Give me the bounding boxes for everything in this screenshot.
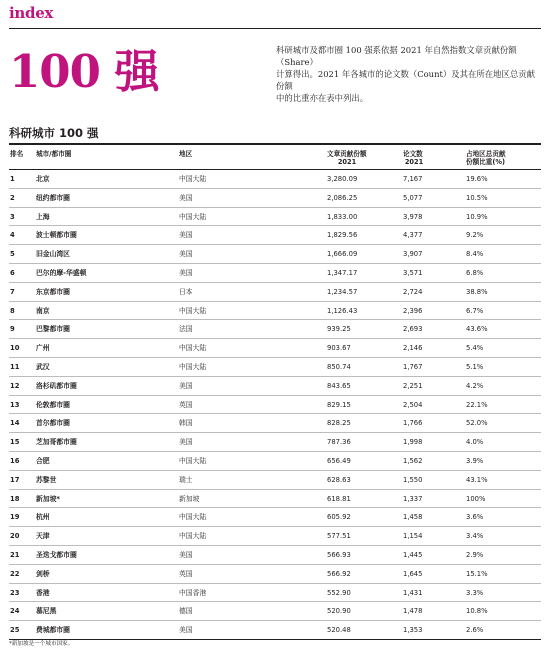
table-row (9, 302, 541, 321)
cell-pct: 4.2% (466, 381, 484, 390)
table-row (9, 527, 541, 546)
cell-count: 7,167 (403, 175, 423, 183)
cell-pct: 10.9% (466, 212, 488, 221)
cell-rank: 21 (10, 550, 20, 559)
header-rank: 排名 (10, 150, 24, 158)
cell-share: 850.74 (327, 362, 351, 371)
table-row (9, 396, 541, 415)
cell-share: 520.48 (327, 626, 351, 635)
cell-share: 2,086.25 (327, 193, 358, 202)
cell-share: 903.67 (327, 344, 351, 353)
cell-region: 美国 (179, 438, 193, 447)
table-row (9, 226, 541, 245)
cell-count: 1,431 (403, 588, 423, 597)
cell-count: 3,571 (403, 268, 423, 277)
cell-rank: 15 (10, 438, 20, 447)
table-row (9, 339, 541, 358)
cell-pct: 5.4% (466, 344, 484, 353)
cell-share: 520.90 (327, 607, 351, 616)
page-title: 100 强 (9, 45, 159, 98)
cell-count: 1,550 (403, 475, 423, 484)
cell-region: 法国 (179, 325, 193, 334)
table-row (9, 452, 541, 471)
cell-pct: 6.8% (466, 268, 484, 277)
cell-share: 566.92 (327, 569, 351, 578)
cell-count: 2,396 (403, 306, 423, 315)
cell-city: 费城都市圈 (36, 626, 70, 635)
cell-share: 828.25 (327, 419, 351, 428)
cell-pct: 3.4% (466, 532, 484, 541)
cell-count: 1,478 (403, 607, 423, 616)
cell-rank: 1 (10, 175, 15, 183)
intro-line: 中的比重亦在表中列出。 (276, 93, 369, 103)
cell-rank: 3 (10, 212, 15, 221)
cell-region: 日本 (179, 287, 193, 296)
table-row (9, 621, 541, 640)
cell-rank: 7 (10, 287, 15, 296)
cell-rank: 9 (10, 325, 15, 334)
cell-share: 656.49 (327, 456, 351, 465)
cell-share: 1,234.57 (327, 287, 358, 296)
cell-share: 566.93 (327, 550, 351, 559)
cell-count: 4,377 (403, 231, 423, 240)
cell-share: 577.51 (327, 532, 351, 541)
cell-rank: 6 (10, 268, 15, 277)
table-header (9, 147, 541, 170)
cell-share: 1,829.56 (327, 231, 358, 240)
cell-city: 慕尼黑 (36, 607, 57, 616)
cell-rank: 19 (10, 513, 20, 522)
cell-count: 2,724 (403, 287, 423, 296)
cell-count: 1,767 (403, 362, 423, 371)
cell-count: 3,907 (403, 250, 423, 259)
cell-city: 芝加哥都市圈 (36, 438, 77, 447)
intro-line: 计算得出。2021 年各城市的论文数（Count）及其在所在地区总贡献份额 (276, 69, 535, 91)
header-share-year: 2021 (337, 158, 357, 166)
header-count-year: 2021 (404, 158, 424, 166)
cell-count: 1,154 (403, 532, 423, 541)
table-row (9, 170, 541, 189)
cell-count: 1,353 (403, 626, 423, 635)
cell-share: 605.92 (327, 513, 351, 522)
cell-region: 中国大陆 (179, 344, 207, 353)
cell-count: 2,693 (403, 325, 423, 334)
cell-share: 552.90 (327, 588, 351, 597)
cell-city: 波士顿都市圈 (36, 231, 77, 240)
section-title: 科研城市 100 强 (9, 126, 99, 140)
cell-city: 纽约都市圈 (36, 193, 70, 202)
header-share (327, 150, 367, 166)
cell-rank: 11 (10, 362, 20, 371)
cell-count: 1,766 (403, 419, 423, 428)
cell-city: 杭州 (36, 513, 50, 522)
cell-share: 3,280.09 (327, 175, 358, 183)
cell-rank: 25 (10, 626, 20, 635)
cell-pct: 8.4% (466, 250, 484, 259)
section-rule (9, 143, 541, 145)
cell-region: 美国 (179, 193, 193, 202)
cell-pct: 10.5% (466, 193, 488, 202)
cell-region: 中国大陆 (179, 532, 207, 541)
header-pct-line2: 份额比重(%) (466, 158, 506, 166)
cell-region: 中国大陆 (179, 175, 207, 183)
cell-pct: 4.0% (466, 438, 484, 447)
cell-pct: 2.9% (466, 550, 484, 559)
cell-count: 1,337 (403, 494, 423, 503)
cell-rank: 12 (10, 381, 20, 390)
cell-city: 新加坡* (36, 494, 60, 503)
cell-count: 1,562 (403, 456, 423, 465)
cell-count: 2,504 (403, 400, 423, 409)
table-row (9, 283, 541, 302)
cell-count: 2,146 (403, 344, 423, 353)
cell-count: 1,998 (403, 438, 423, 447)
cell-pct: 19.6% (466, 175, 488, 183)
header-rule (9, 28, 541, 29)
cell-rank: 22 (10, 569, 20, 578)
table-row (9, 264, 541, 283)
cell-pct: 52.0% (466, 419, 488, 428)
table-row (9, 584, 541, 603)
cell-count: 1,458 (403, 513, 423, 522)
header-region: 地区 (179, 150, 193, 158)
header-pct (466, 150, 506, 166)
cell-pct: 3.6% (466, 513, 484, 522)
cell-city: 北京 (36, 175, 50, 183)
cell-count: 2,251 (403, 381, 423, 390)
cell-pct: 22.1% (466, 400, 488, 409)
cell-region: 德国 (179, 607, 193, 616)
cell-rank: 2 (10, 193, 15, 202)
cell-city: 巴黎都市圈 (36, 325, 70, 334)
table-row (9, 208, 541, 227)
table-row (9, 508, 541, 527)
cell-region: 中国大陆 (179, 306, 207, 315)
cell-share: 829.15 (327, 400, 351, 409)
cell-share: 787.36 (327, 438, 351, 447)
cell-city: 武汉 (36, 362, 50, 371)
cell-share: 843.65 (327, 381, 351, 390)
cell-rank: 23 (10, 588, 20, 597)
intro-line: 科研城市及都市圈 100 强系依据 2021 年自然指数文章贡献份额（Share） (276, 45, 517, 67)
cell-city: 天津 (36, 532, 50, 541)
cell-rank: 16 (10, 456, 20, 465)
table-row (9, 602, 541, 621)
table-row (9, 320, 541, 339)
cell-region: 中国大陆 (179, 456, 207, 465)
cell-pct: 2.6% (466, 626, 484, 635)
cell-region: 瑞士 (179, 475, 193, 484)
cell-pct: 9.2% (466, 231, 484, 240)
cell-pct: 10.8% (466, 607, 488, 616)
cell-pct: 6.7% (466, 306, 484, 315)
cell-pct: 15.1% (466, 569, 488, 578)
cell-rank: 8 (10, 306, 15, 315)
cell-region: 美国 (179, 381, 193, 390)
cell-share: 618.81 (327, 494, 351, 503)
cell-pct: 38.8% (466, 287, 488, 296)
cell-count: 1,645 (403, 569, 423, 578)
cell-city: 剑桥 (36, 569, 50, 578)
cell-share: 1,347.17 (327, 268, 358, 277)
cell-count: 1,445 (403, 550, 423, 559)
cell-city: 广州 (36, 344, 50, 353)
cell-pct: 3.9% (466, 456, 484, 465)
table-row (9, 565, 541, 584)
cell-pct: 43.1% (466, 475, 488, 484)
table-row (9, 189, 541, 208)
cell-city: 旧金山湾区 (36, 250, 70, 259)
cell-pct: 5.1% (466, 362, 484, 371)
header-city: 城市/都市圈 (36, 150, 72, 158)
cell-city: 洛杉矶都市圈 (36, 381, 77, 390)
cell-region: 中国大陆 (179, 212, 207, 221)
cell-count: 5,077 (403, 193, 423, 202)
cell-city: 巴尔的摩-华盛顿 (36, 268, 87, 277)
cell-city: 圣迭戈都市圈 (36, 550, 77, 559)
cell-rank: 24 (10, 607, 20, 616)
cell-region: 中国香港 (179, 588, 207, 597)
table-row (9, 546, 541, 565)
cell-region: 中国大陆 (179, 513, 207, 522)
cell-rank: 10 (10, 344, 20, 353)
cell-share: 1,833.00 (327, 212, 358, 221)
cell-city: 上海 (36, 212, 50, 221)
cell-region: 美国 (179, 550, 193, 559)
cell-region: 美国 (179, 250, 193, 259)
cell-region: 韩国 (179, 419, 193, 428)
cell-region: 美国 (179, 268, 193, 277)
table-row (9, 245, 541, 264)
cell-pct: 100% (466, 494, 486, 503)
footnote: *新加坡是一个城市国家。 (9, 641, 74, 647)
cell-rank: 20 (10, 532, 20, 541)
cell-region: 英国 (179, 400, 193, 409)
intro-paragraph (276, 44, 542, 104)
cell-pct: 3.3% (466, 588, 484, 597)
cell-rank: 13 (10, 400, 20, 409)
cell-region: 新加坡 (179, 494, 200, 503)
cell-share: 1,666.09 (327, 250, 358, 259)
cell-region: 美国 (179, 231, 193, 240)
cell-city: 伦敦都市圈 (36, 400, 70, 409)
cell-rank: 17 (10, 475, 20, 484)
cell-city: 东京都市圈 (36, 287, 70, 296)
header-count (403, 150, 425, 166)
brand-logo: index (9, 4, 54, 22)
cell-region: 美国 (179, 626, 193, 635)
cell-rank: 5 (10, 250, 15, 259)
cell-count: 3,978 (403, 212, 423, 221)
cell-rank: 14 (10, 419, 20, 428)
cell-city: 苏黎世 (36, 475, 57, 484)
header-pct-line1: 占地区总贡献 (466, 150, 506, 158)
cell-share: 628.63 (327, 475, 351, 484)
cell-rank: 18 (10, 494, 20, 503)
cell-pct: 43.6% (466, 325, 488, 334)
table-row (9, 358, 541, 377)
table-row (9, 433, 541, 452)
table-row (9, 414, 541, 433)
cell-city: 南京 (36, 306, 50, 315)
cell-city: 合肥 (36, 456, 50, 465)
header-share-line: 文章贡献份额 (327, 150, 367, 158)
cell-share: 939.25 (327, 325, 351, 334)
cell-rank: 4 (10, 231, 15, 240)
cell-share: 1,126.43 (327, 306, 358, 315)
cell-city: 香港 (36, 588, 50, 597)
header-count-line: 论文数 (403, 150, 423, 158)
table-row (9, 471, 541, 490)
ranking-table (9, 170, 541, 640)
table-row (9, 377, 541, 396)
cell-region: 英国 (179, 569, 193, 578)
cell-region: 中国大陆 (179, 362, 207, 371)
cell-city: 首尔都市圈 (36, 419, 70, 428)
table-row (9, 490, 541, 509)
